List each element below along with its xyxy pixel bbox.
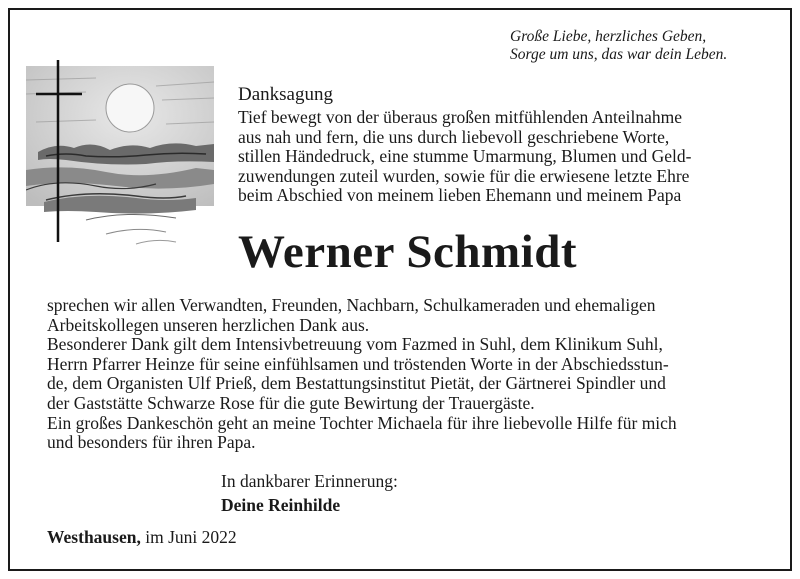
- body-line: und besonders für ihren Papa.: [47, 432, 256, 453]
- intro-paragraph: [238, 108, 758, 206]
- closing-line: In dankbarer Erinnerung:: [221, 471, 398, 491]
- place-date: [47, 527, 237, 547]
- intro-line: stillen Händedruck, eine stumme Umarmung, Blumen und Geld-: [238, 146, 692, 167]
- date: im Juni 2022: [145, 527, 237, 547]
- body-line: Ein großes Dankeschön geht an meine Tochter Michaela für ihre liebevolle Hilfe für mich: [47, 412, 677, 433]
- intro-line: beim Abschied von meinem lieben Ehemann und meinem Papa: [238, 185, 682, 206]
- body-line: sprechen wir allen Verwandten, Freunden, Nachbarn, Schulkameraden und ehemaligen: [47, 295, 656, 315]
- cross-landscape-drawing-icon: [26, 60, 222, 270]
- intro-line: Tief bewegt von der überaus großen mitfühlenden Anteilnahme: [238, 107, 683, 127]
- heading-danksagung: Danksagung: [238, 84, 333, 105]
- signature: Deine Reinhilde: [221, 495, 341, 515]
- motto-line-1: Große Liebe, herzliches Geben,: [510, 28, 707, 45]
- body-line: der Gaststätte Schwarze Rose für die gute Bewirtung der Trauergäste.: [47, 392, 535, 413]
- intro-line: zuwendungen zuteil wurden, sowie für die erwiesene letzte Ehre: [238, 165, 690, 186]
- motto: [510, 28, 780, 64]
- town: Westhausen,: [47, 527, 141, 547]
- body-paragraph: [47, 296, 757, 453]
- body-line: Arbeitskollegen unseren herzlichen Dank aus.: [47, 314, 370, 335]
- body-line: Besonderer Dank gilt dem Intensivbetreuung vom Fazmed in Suhl, dem Klinikum Suhl,: [47, 334, 663, 355]
- motto-line-2: Sorge um uns, das war dein Leben.: [510, 46, 728, 63]
- intro-line: aus nah und fern, die uns durch liebevoll geschriebene Worte,: [238, 126, 670, 147]
- closing-block: [221, 470, 398, 516]
- deceased-name: Werner Schmidt: [238, 226, 578, 278]
- body-line: Herrn Pfarrer Heinze für seine einfühlsamen und tröstenden Worte in der Abschiedsstun-: [47, 353, 669, 374]
- body-line: de, dem Organisten Ulf Prieß, dem Bestattungsinstitut Pietät, der Gärtnerei Spindler und: [47, 373, 666, 394]
